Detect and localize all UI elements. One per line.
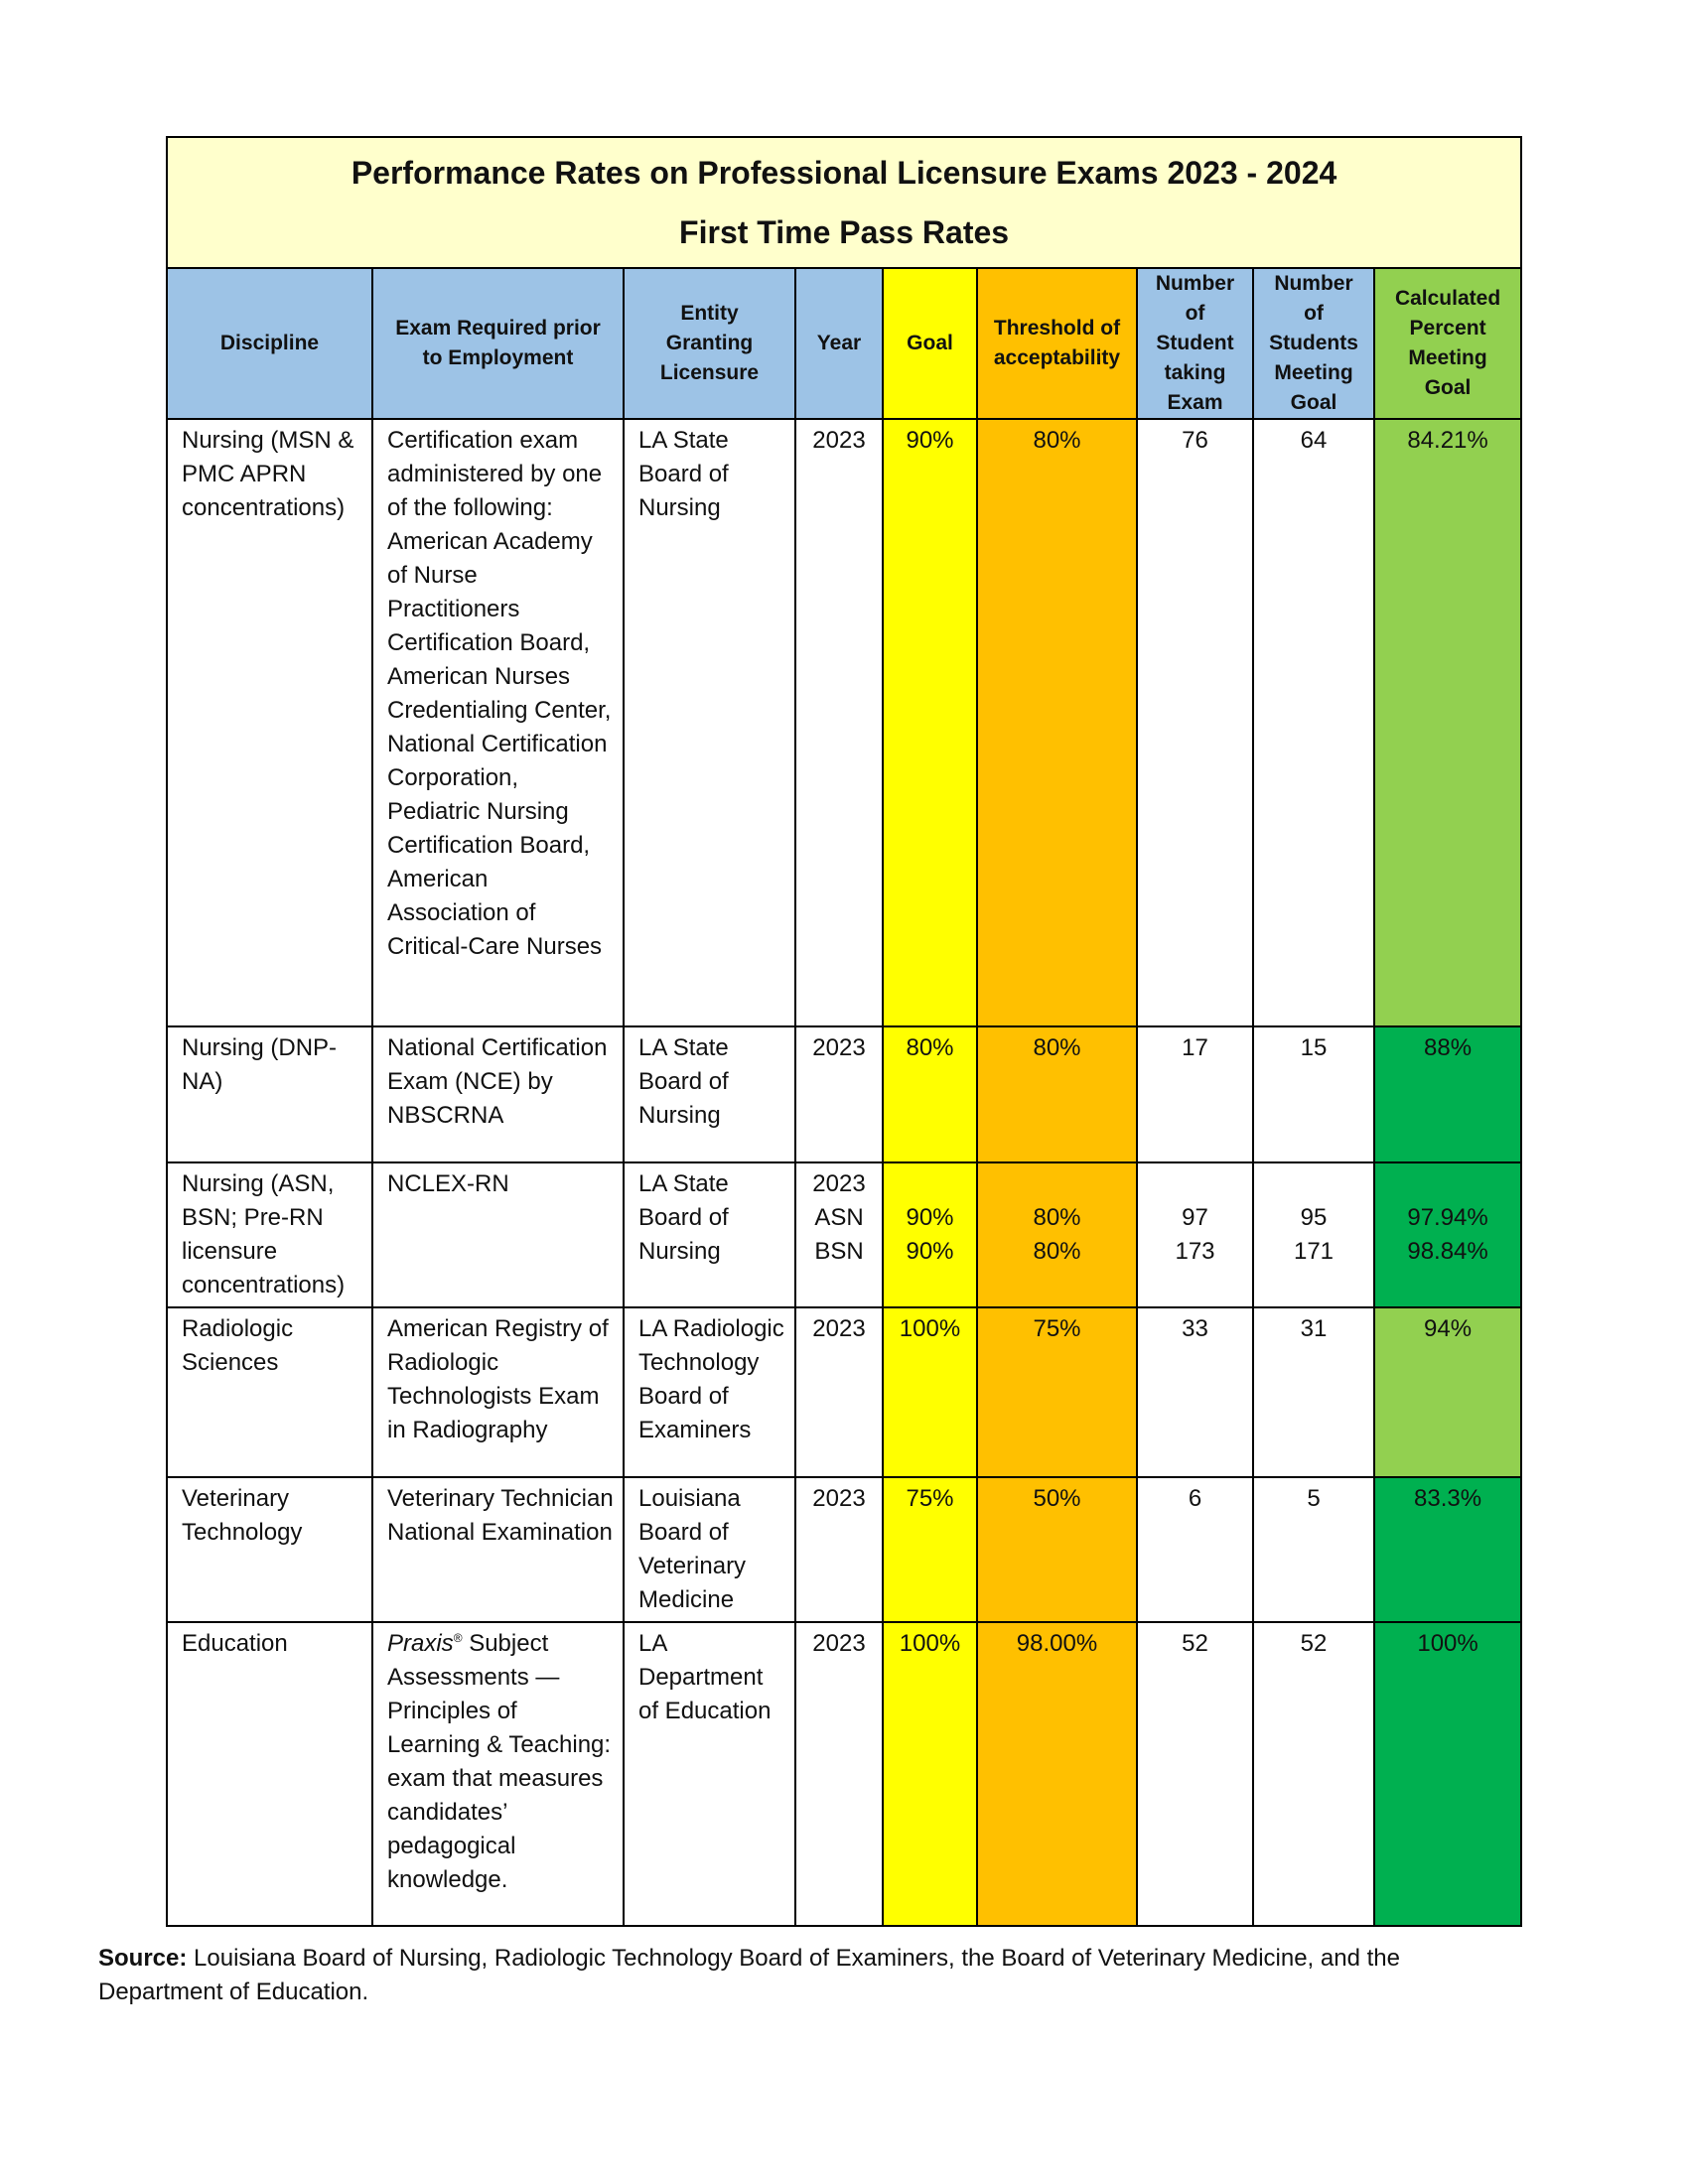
cell-text: 100% — [899, 1315, 961, 1342]
cell-text: 100% — [899, 1630, 961, 1657]
num-line — [1142, 1167, 1248, 1201]
cell-text: 31 — [1300, 1315, 1328, 1342]
cell-text: 5 — [1307, 1485, 1321, 1512]
header-goal: Goal — [883, 268, 977, 419]
praxis-name: Praxis — [387, 1630, 454, 1657]
exam-description: Subject Assessments — Principles of Learning & Teaching: exam that measures candidates’ pedagogical knowledge. — [387, 1630, 612, 1893]
cell-text: 80% — [1033, 427, 1081, 454]
cell-year — [795, 1622, 883, 1926]
cell-year — [795, 1162, 883, 1307]
source-text: Louisiana Board of Nursing, Radiologic Technology Board of Examiners, the Board of Veterinary Medicine, and the Department of Education. — [98, 1945, 1400, 2005]
cell-text: LA State Board of Nursing — [638, 427, 729, 521]
cell-text: 2023 — [812, 1315, 866, 1342]
header-num-meeting: Number of Students Meeting Goal — [1253, 268, 1374, 419]
cell-num-meeting — [1253, 419, 1374, 1026]
cell-discipline — [167, 1026, 372, 1162]
cell-text: Veterinary Technology — [182, 1485, 303, 1546]
cell-text: 75% — [906, 1485, 954, 1512]
header-entity: Entity Granting Licensure — [624, 268, 795, 419]
cell-num-meeting — [1253, 1026, 1374, 1162]
threshold-line: 80% — [1033, 1204, 1081, 1231]
cell-threshold — [977, 419, 1137, 1026]
cell-goal — [883, 1307, 977, 1477]
table-row — [167, 1026, 1521, 1162]
cell-text: Education — [182, 1630, 288, 1657]
cell-text: 17 — [1182, 1034, 1208, 1061]
cell-year — [795, 419, 883, 1026]
header-discipline: Discipline — [167, 268, 372, 419]
table-row — [167, 419, 1521, 1026]
cell-threshold — [977, 1622, 1137, 1926]
cell-threshold — [977, 1026, 1137, 1162]
table-title: Performance Rates on Professional Licensure Exams 2023 - 2024 — [351, 155, 1337, 191]
cell-text: Nursing (ASN, BSN; Pre-RN licensure concentrations) — [182, 1170, 346, 1298]
cell-text: 80% — [1033, 1034, 1081, 1061]
cell-goal — [883, 419, 977, 1026]
calc-line: 97.94% — [1407, 1204, 1488, 1231]
licensure-performance-table — [166, 136, 1522, 1927]
cell-calc — [1374, 419, 1521, 1026]
cell-exam — [372, 419, 624, 1026]
cell-text: 6 — [1188, 1485, 1202, 1512]
registered-mark: ® — [453, 1631, 463, 1645]
cell-text: LA Department of Education — [638, 1630, 772, 1724]
cell-text: 33 — [1182, 1315, 1208, 1342]
cell-text: 2023 — [812, 1485, 866, 1512]
cell-threshold — [977, 1307, 1137, 1477]
cell-exam — [372, 1162, 624, 1307]
cell-discipline — [167, 1162, 372, 1307]
table-row — [167, 1477, 1521, 1622]
cell-entity — [624, 1307, 795, 1477]
cell-entity — [624, 1622, 795, 1926]
cell-discipline — [167, 1477, 372, 1622]
cell-text: 52 — [1300, 1630, 1328, 1657]
cell-text: 2023 — [812, 427, 866, 454]
cell-text: Nursing (DNP-NA) — [182, 1034, 338, 1095]
cell-entity — [624, 1162, 795, 1307]
cell-exam — [372, 1477, 624, 1622]
cell-num-taking — [1137, 1162, 1253, 1307]
cell-text: 64 — [1300, 427, 1328, 454]
cell-text: National Certification Exam (NCE) by NBSCRNA — [387, 1034, 608, 1129]
cell-calc — [1374, 1477, 1521, 1622]
goal-line — [888, 1167, 972, 1201]
cell-text: 80% — [906, 1034, 954, 1061]
year-line: 2023 — [812, 1170, 866, 1197]
cell-text: American Registry of Radiologic Technologists Exam in Radiography — [387, 1315, 609, 1443]
cell-text: Veterinary Technician National Examination — [387, 1485, 614, 1546]
cell-text: LA State Board of Nursing — [638, 1170, 729, 1265]
cell-entity — [624, 419, 795, 1026]
cell-text: Radiologic Sciences — [182, 1315, 294, 1376]
num-line — [1258, 1167, 1369, 1201]
cell-text: 88% — [1424, 1034, 1473, 1061]
cell-num-taking — [1137, 419, 1253, 1026]
num-line: 95 — [1300, 1204, 1328, 1231]
cell-calc — [1374, 1162, 1521, 1307]
cell-text: 50% — [1033, 1485, 1081, 1512]
cell-text: 52 — [1182, 1630, 1208, 1657]
cell-num-taking — [1137, 1622, 1253, 1926]
cell-goal — [883, 1162, 977, 1307]
table-title-cell — [167, 137, 1521, 268]
cell-goal — [883, 1477, 977, 1622]
cell-year — [795, 1477, 883, 1622]
threshold-line: 80% — [1033, 1238, 1081, 1265]
calc-line — [1379, 1167, 1516, 1201]
cell-num-meeting — [1253, 1477, 1374, 1622]
cell-text: 100% — [1417, 1630, 1478, 1657]
cell-discipline — [167, 1307, 372, 1477]
cell-discipline — [167, 1622, 372, 1926]
goal-line: 90% — [906, 1238, 954, 1265]
table-subtitle: First Time Pass Rates — [679, 214, 1010, 250]
header-year: Year — [795, 268, 883, 419]
cell-text — [373, 1623, 623, 1901]
cell-text: 2023 — [812, 1034, 866, 1061]
num-line: 173 — [1175, 1238, 1215, 1265]
year-line: BSN — [814, 1238, 864, 1265]
table-row — [167, 1162, 1521, 1307]
source-note — [98, 1942, 1528, 2009]
cell-num-taking — [1137, 1026, 1253, 1162]
cell-text: 2023 — [812, 1630, 866, 1657]
cell-goal — [883, 1026, 977, 1162]
cell-text: NCLEX-RN — [387, 1170, 509, 1197]
cell-num-taking — [1137, 1307, 1253, 1477]
cell-year — [795, 1307, 883, 1477]
cell-calc — [1374, 1026, 1521, 1162]
cell-num-meeting — [1253, 1622, 1374, 1926]
cell-num-taking — [1137, 1477, 1253, 1622]
header-row — [167, 268, 1521, 419]
cell-exam — [372, 1026, 624, 1162]
header-exam: Exam Required prior to Employment — [372, 268, 624, 419]
goal-line: 90% — [906, 1204, 954, 1231]
cell-text: Louisiana Board of Veterinary Medicine — [638, 1485, 747, 1613]
cell-exam — [372, 1622, 624, 1926]
cell-text: LA Radiologic Technology Board of Examiners — [638, 1315, 784, 1443]
cell-goal — [883, 1622, 977, 1926]
header-threshold: Threshold of acceptability — [977, 268, 1137, 419]
cell-calc — [1374, 1622, 1521, 1926]
cell-text: 98.00% — [1016, 1630, 1098, 1657]
cell-text: Certification exam administered by one of the following: American Academy of Nurse Practitioners Certification Board, American Nurses Credentialing Center, National Certification Corporation, Pediatric Nursing Certification Board, American Association of Critical-Care Nurses — [387, 427, 612, 960]
cell-text: 94% — [1424, 1315, 1473, 1342]
cell-text: 76 — [1182, 427, 1208, 454]
cell-text: 15 — [1300, 1034, 1328, 1061]
cell-text: 90% — [906, 427, 954, 454]
num-line: 171 — [1293, 1238, 1335, 1265]
cell-exam — [372, 1307, 624, 1477]
cell-text: 84.21% — [1407, 427, 1488, 454]
source-label: Source: — [98, 1945, 188, 1972]
header-num-taking: Number of Student taking Exam — [1137, 268, 1253, 419]
cell-year — [795, 1026, 883, 1162]
cell-calc — [1374, 1307, 1521, 1477]
num-line: 97 — [1182, 1204, 1208, 1231]
header-calc: Calculated Percent Meeting Goal — [1374, 268, 1521, 419]
cell-threshold — [977, 1162, 1137, 1307]
cell-threshold — [977, 1477, 1137, 1622]
cell-entity — [624, 1477, 795, 1622]
calc-line: 98.84% — [1407, 1238, 1488, 1265]
cell-entity — [624, 1026, 795, 1162]
cell-discipline — [167, 419, 372, 1026]
year-line: ASN — [814, 1204, 864, 1231]
table-row — [167, 1622, 1521, 1926]
cell-num-meeting — [1253, 1162, 1374, 1307]
cell-text: 75% — [1033, 1315, 1081, 1342]
table-row — [167, 1307, 1521, 1477]
threshold-line — [982, 1167, 1132, 1201]
cell-text: 83.3% — [1414, 1485, 1482, 1512]
cell-text: Nursing (MSN & PMC APRN concentrations) — [182, 427, 354, 521]
cell-text: LA State Board of Nursing — [638, 1034, 729, 1129]
cell-num-meeting — [1253, 1307, 1374, 1477]
